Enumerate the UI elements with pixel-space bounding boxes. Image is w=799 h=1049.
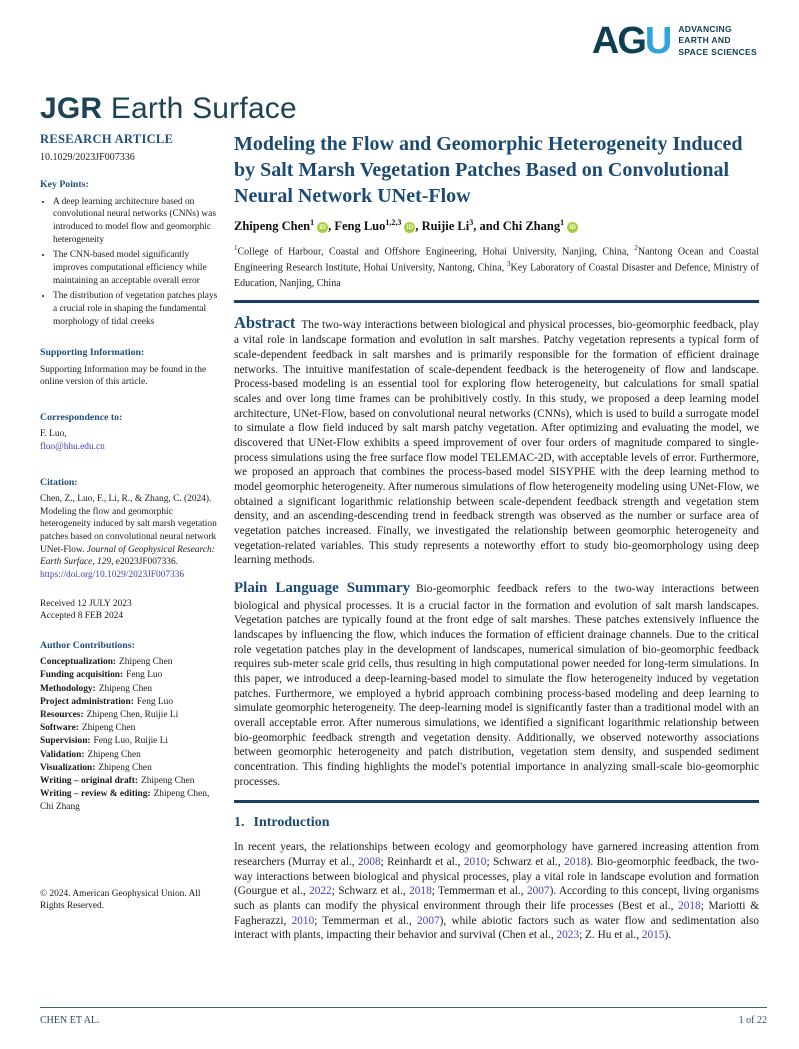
agu-logo xyxy=(592,22,757,60)
contribution-item: Funding acquisition: Feng Luo xyxy=(40,670,163,681)
agu-tagline-line2: EARTH AND xyxy=(678,35,731,46)
key-points-list xyxy=(40,196,222,329)
article-main xyxy=(234,131,759,954)
key-points-heading: Key Points: xyxy=(40,179,89,191)
divider-rule xyxy=(234,800,759,803)
contribution-item: Software: Zhipeng Chen xyxy=(40,723,136,734)
abstract xyxy=(234,312,759,568)
contribution-item: Conceptualization: Zhipeng Chen xyxy=(40,657,173,668)
copyright-notice: © 2024. American Geophysical Union. All Rights Reserved. xyxy=(40,888,201,912)
contribution-item: Validation: Zhipeng Chen xyxy=(40,749,141,760)
affiliations: $^1$College of Harbour, Coastal and Offshore Engineering, Hohai University, Nanjing, China, $^2$Nantong Ocean and Coastal Engineering Research Institute, Hohai University, Nantong, China, $^3$Key Laboratory of Coastal Disaster and Defence, Ministry of Education, Nanjing, China xyxy=(234,244,760,289)
agu-tagline-line1: ADVANCING xyxy=(678,24,732,35)
page-number: 1 of 22 xyxy=(738,1015,767,1026)
author: Feng Luo$^{1,2,3}$iD , xyxy=(334,218,422,234)
supporting-information-heading: Supporting Information: xyxy=(40,347,145,359)
agu-mark-dark: AG xyxy=(591,20,645,62)
author: Chi Zhang$^1$iD xyxy=(503,219,578,233)
journal-title-abbrev: JGR xyxy=(40,92,103,125)
plain-language-summary-text: Bio-geomorphic feedback refers to the two-way interactions between biological and physical processes. It is a crucial factor in the formation and evolution of salt marsh landscapes. Vegetation patches are typically found at the front edge of salt marshes. These patches extensively influence the landscapes by influencing the flow, which induces the formation of efficient drainage channels. Due to the critical role vegetation patches play in the development of landscapes, numerical simulation of bio-geomorphic feedback requires sub-meter scale grid cells, thus resulting in high computational power needed for long-term simulations. In this paper, we introduced a deep-learning-based model to simulate the flow heterogeneity induced by vegetation patches. Furthermore, we employed a hybrid approach combining process-based modeling and deep learning to simulate geomorphic heterogeneity. The deep-learning model is significantly faster than a traditional model with an overall acceptable error. After numerous simulations, we identified a significant logarithmic relationship between bio-geomorphic feedback strength and vegetation density. Additionally, we observed noteworthy associations between geomorphic heterogeneity and patch distribution, vegetation stem density, and suspended sediment concentration. This finding highlights the model's potential importance in analyzing small-scale bio-geomorphic processes. xyxy=(234,583,759,788)
received-date: Received 12 JULY 2023 xyxy=(40,598,132,609)
agu-tagline xyxy=(678,24,757,57)
journal-title xyxy=(40,92,297,126)
contribution-item: Writing – review & editing: Zhipeng Chen, Chi Zhang xyxy=(40,789,210,812)
agu-tagline-line3: SPACE SCIENCES xyxy=(678,46,757,57)
key-point-item: • The distribution of vegetation patches plays a crucial role in shaping the fundamental morphology of tidal creeks xyxy=(53,290,222,328)
agu-mark-light: U xyxy=(644,20,671,62)
sidebar xyxy=(40,131,222,954)
footer xyxy=(40,1015,767,1026)
contribution-item: Visualization: Zhipeng Chen xyxy=(40,762,152,773)
author-contributions-list xyxy=(40,656,222,813)
citation-text[interactable]: Chen, Z., Luo, F., Li, R., & Zhang, C. (2024). Modeling the flow and geomorphic heterogeneity induced by salt marsh vegetation patches based on convolutional neural network UNet-Flow. Journal of Geophysical Research: Earth Surface, 129, e2023JF007336. https://doi.org/10.1029/2023JF007336 xyxy=(40,493,217,580)
contribution-item: Project administration: Feng Luo xyxy=(40,696,174,707)
orcid-icon[interactable]: iD xyxy=(404,222,415,233)
orcid-icon[interactable]: iD xyxy=(317,222,328,233)
divider-rule xyxy=(234,300,759,303)
contribution-item: Writing – original draft: Zhipeng Chen xyxy=(40,775,195,786)
author-list xyxy=(234,218,759,234)
correspondence-email-link[interactable]: fluo@hhu.edu.cn xyxy=(40,441,105,452)
supporting-information-text: Supporting Information may be found in the online version of this article. xyxy=(40,364,207,388)
contribution-item: Methodology: Zhipeng Chen xyxy=(40,683,153,694)
article-title: Modeling the Flow and Geomorphic Heterogeneity Induced by Salt Marsh Vegetation Patches Based on Convolutional Neural Network UNet-Flow xyxy=(234,133,743,207)
orcid-icon[interactable]: iD xyxy=(567,222,578,233)
abstract-text: The two-way interactions between biological and physical processes, bio-geomorphic feedback, play a vital role in landscape formation and evolution in salt marshes. Patchy vegetation represents a typical form of scale-dependent feedback in salt marshes and is primarily responsible for the formation of efficient drainage networks. The intuitive manifestation of scale-dependent feedback is the heterogeneity of flow and landscape. Process-based modeling is an essential tool for exploring flow heterogeneity, but calculations for small spatial scales and over long time frames can be prohibitively costly. In this study, we proposed a deep learning model architecture, UNet-Flow, based on convolutional neural networks (CNNs), which is used to build a surrogate model to simulate a flow field induced by salt marsh patchy vegetation. After optimizing and evaluating the model, we discovered that UNet-Flow exhibits a speed improvement of over four orders of magnitude compared to single-process simulations using the free surface flow model TELEMAC-2D, with acceptable levels of error. Furthermore, we proposed an approach that combines the process-based model SISYPHE with the deep learning method to model geomorphic heterogeneity. After numerous simulations of flow heterogeneity modeling using UNet-Flow, we obtained a significant logarithmic relationship between scale-dependent feedback strength and vegetation stem density, and an ascending-descending trend in feedback strength was observed as the number or surface area of vegetation patches increased. Finally, we investigated the relationship between geomorphic heterogeneity and vegetation-related variables. This study represents a noteworthy effort to study bio-geomorphology using deep learning methods. xyxy=(234,318,759,567)
abstract-heading: Abstract xyxy=(234,312,296,332)
plain-language-summary xyxy=(234,579,759,789)
citation-heading: Citation: xyxy=(40,476,78,488)
correspondence-heading: Correspondence to: xyxy=(40,412,123,424)
agu-logo-mark xyxy=(592,22,670,60)
author: Zhipeng Chen$^1$iD , xyxy=(234,218,335,234)
running-head: CHEN ET AL. xyxy=(40,1015,100,1026)
content xyxy=(40,131,759,954)
introduction-heading: 1. Introduction xyxy=(234,815,330,831)
correspondence-name: F. Luo, xyxy=(40,429,67,440)
contribution-item: Resources: Zhipeng Chen, Ruijie Li xyxy=(40,710,179,721)
accepted-date: Accepted 8 FEB 2024 xyxy=(40,611,124,622)
article-doi: 10.1029/2023JF007336 xyxy=(40,151,135,163)
author-contributions-heading: Author Contributions: xyxy=(40,640,135,652)
article-type-label: RESEARCH ARTICLE xyxy=(40,132,174,146)
key-point-item: • The CNN-based model significantly improves computational efficiency while maintaining an acceptable overall error xyxy=(53,249,222,287)
introduction-paragraph: In recent years, the relationships between ecology and geomorphology have garnered increasing attention from researchers (Murray et al., 2008; Reinhardt et al., 2010; Schwarz et al., 2018). Bio-geomorphic feedback, the two-way interactions between biological and physical processes, play a vital role in landscape evolution and formation (Gourgue et al., 2022; Schwarz et al., 2018; Temmerman et al., 2007). According to this concept, living organisms such as plants can modify the physical environment through their life processes (Best et al., 2018; Mariotti & Fagherazzi, 2010; Temmerman et al., 2007), while abiotic factors such as water flow and sedimentation also interact with plants, impacting their behavior and survival (Chen et al., 2023; Z. Hu et al., 2015). xyxy=(234,841,759,942)
author: Ruijie Li$^3$, and xyxy=(421,218,503,234)
key-point-item: • A deep learning architecture based on convolutional neural networks (CNNs) was introduced to model flow and geomorphic heterogeneity xyxy=(53,196,222,247)
footer-rule xyxy=(40,1007,767,1008)
plain-language-summary-heading: Plain Language Summary xyxy=(234,580,411,596)
journal-title-rest: Earth Surface xyxy=(102,92,297,125)
contribution-item: Supervision: Feng Luo, Ruijie Li xyxy=(40,736,169,747)
